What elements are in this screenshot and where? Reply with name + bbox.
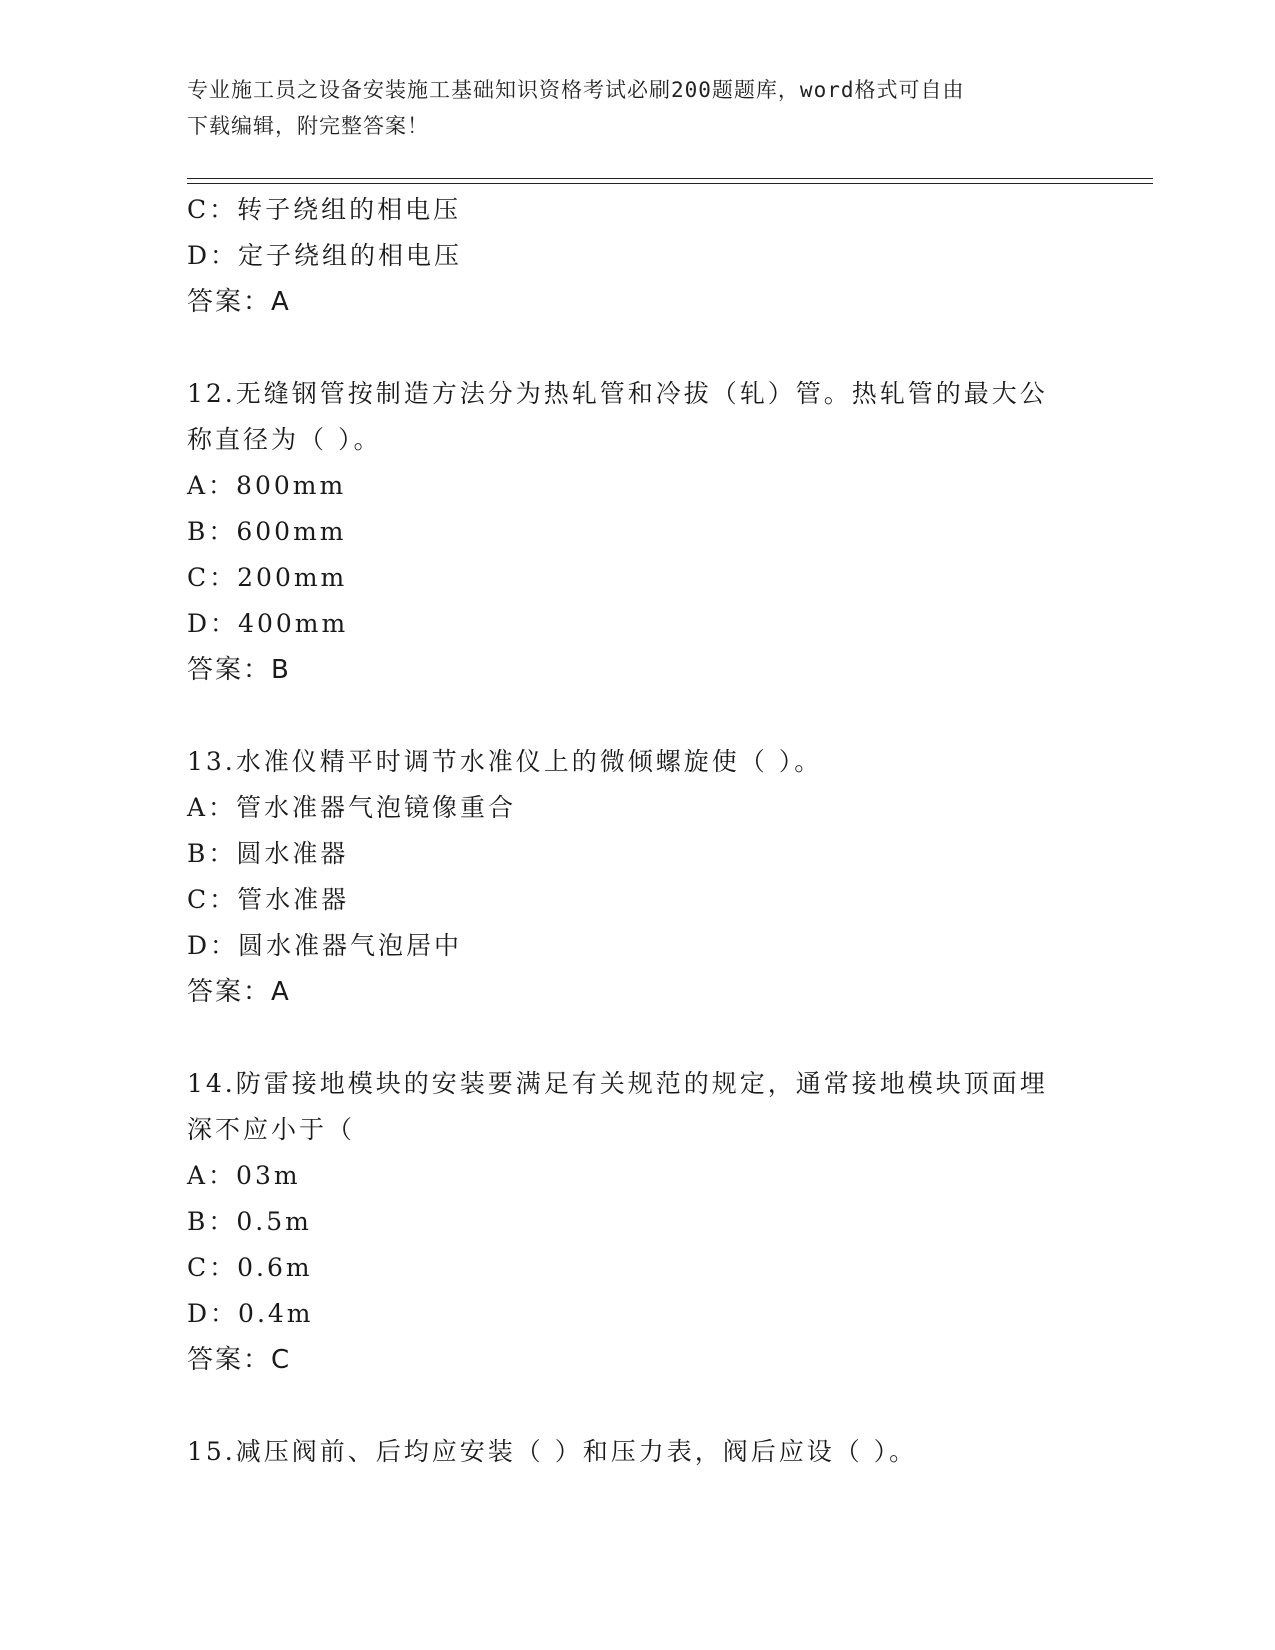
option-b: B：圆水准器 <box>187 839 349 868</box>
question-15 <box>187 1429 1087 1475</box>
question-stem-line-1: 15.减压阀前、后均应安装（ ）和压力表，阀后应设（ ）。 <box>187 1437 918 1466</box>
option-c: C：管水准器 <box>187 885 350 914</box>
option-d: D：定子绕组的相电压 <box>187 241 463 270</box>
header-title-line-2: 下载编辑，附完整答案！ <box>187 114 429 138</box>
question-list <box>187 187 1087 1475</box>
question-stem-line-1: 13.水准仪精平时调节水准仪上的微倾螺旋使（ ）。 <box>187 747 823 776</box>
question-stem-line-1: 14.防雷接地模块的安装要满足有关规范的规定，通常接地模块顶面埋 <box>187 1069 1048 1098</box>
question-stem-line-2: 称直径为（ ）。 <box>187 425 382 454</box>
header-title-line-1: 专业施工员之设备安装施工基础知识资格考试必刷200题题库，word格式可自由 <box>187 78 965 102</box>
header-divider-top <box>187 178 1153 179</box>
answer-line: 答案：A <box>187 977 291 1007</box>
answer-line: 答案：C <box>187 1345 292 1375</box>
question-stem-line-2: 深不应小于（ <box>187 1115 356 1144</box>
question-14 <box>187 1061 1087 1383</box>
option-d: D：0.4m <box>187 1299 314 1328</box>
question-11-tail <box>187 187 1087 325</box>
spacer <box>187 1015 1087 1061</box>
option-b: B：0.5m <box>187 1207 312 1236</box>
spacer <box>187 325 1087 371</box>
spacer <box>187 693 1087 739</box>
option-a: A：管水准器气泡镜像重合 <box>187 793 517 822</box>
question-12 <box>187 371 1087 693</box>
option-b: B：600mm <box>187 517 347 546</box>
spacer <box>187 1383 1087 1429</box>
option-a: A：03m <box>187 1161 301 1190</box>
option-d: D：圆水准器气泡居中 <box>187 931 463 960</box>
header-divider-bottom <box>187 183 1153 184</box>
answer-line: 答案：B <box>187 655 291 685</box>
option-c: C：200mm <box>187 563 348 592</box>
answer-line: 答案：A <box>187 287 291 317</box>
question-13 <box>187 739 1087 1015</box>
option-d: D：400mm <box>187 609 349 638</box>
question-stem-line-1: 12.无缝钢管按制造方法分为热轧管和冷拔（轧）管。热轧管的最大公 <box>187 379 1048 408</box>
option-c: C：转子绕组的相电压 <box>187 195 462 224</box>
option-c: C：0.6m <box>187 1253 313 1282</box>
option-a: A：800mm <box>187 471 347 500</box>
document-header <box>187 72 1067 144</box>
